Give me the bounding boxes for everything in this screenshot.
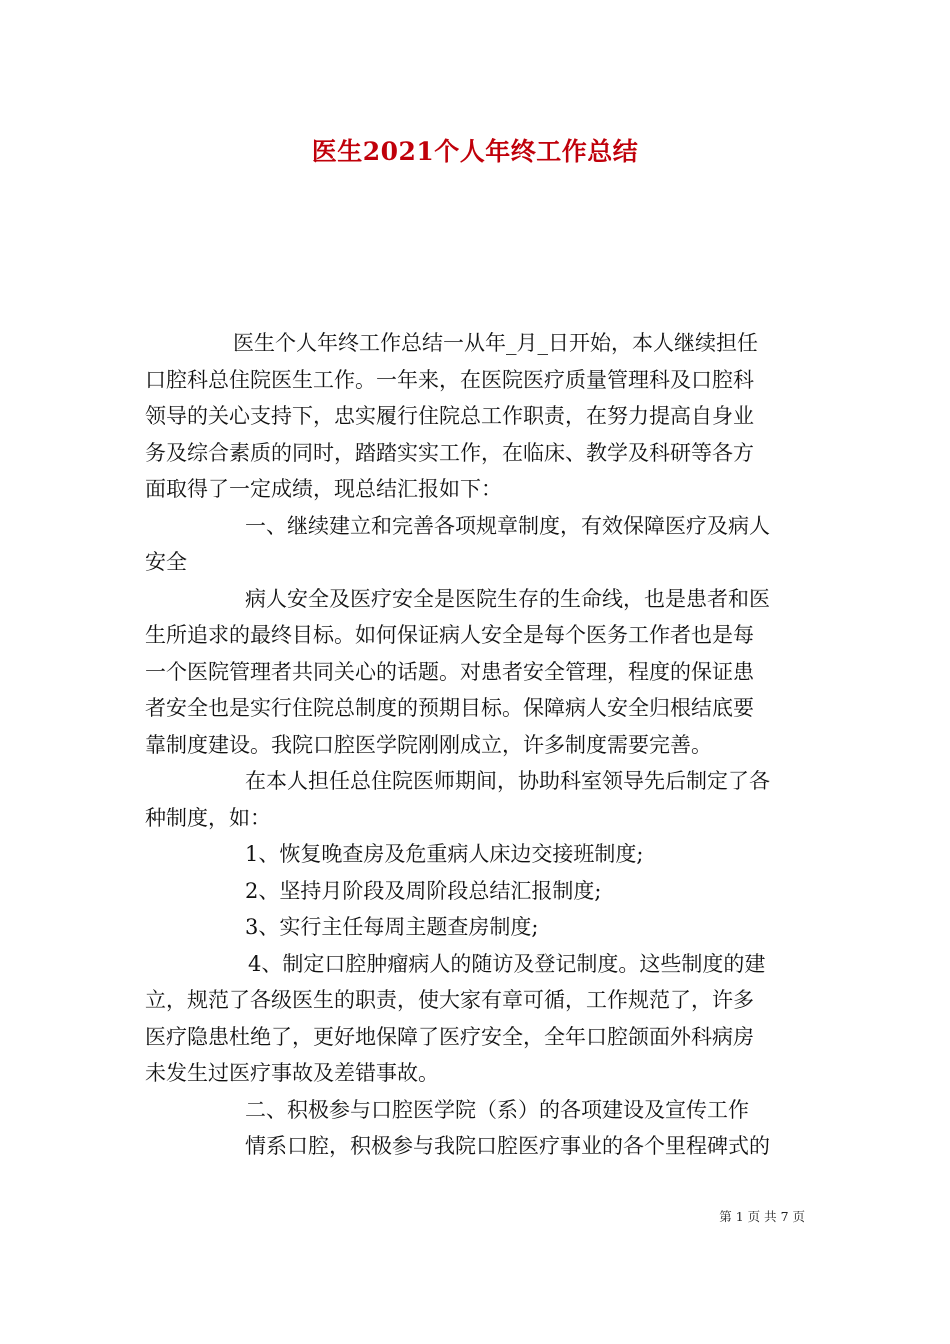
paragraph-line: 口腔科总住院医生工作。一年来，在医院医疗质量管理科及口腔科: [145, 367, 754, 392]
paragraph-line: 种制度，如：: [145, 805, 271, 830]
section-heading-line: 一、继续建立和完善各项规章制度，有效保障医疗及病人: [245, 513, 770, 538]
list-item: 4、制定口腔肿瘤病人的随访及登记制度。这些制度的建: [248, 951, 766, 976]
list-item: 2、坚持月阶段及周阶段总结汇报制度;: [245, 878, 602, 903]
document-title: 医生2021个人年终工作总结: [311, 137, 639, 166]
paragraph-line: 未发生过医疗事故及差错事故。: [145, 1061, 439, 1085]
paragraph-line: 在本人担任总住院医师期间，协助科室领导先后制定了各: [245, 769, 770, 793]
paragraph-line: 立，规范了各级医生的职责，使大家有章可循，工作规范了，许多: [145, 988, 754, 1012]
paragraph-line: 务及综合素质的同时，踏踏实实工作，在临床、教学及科研等各方: [145, 440, 754, 465]
paragraph-line: 者安全也是实行住院总制度的预期目标。保障病人安全归根结底要: [145, 696, 754, 720]
document-body: [145, 325, 810, 1165]
section-heading-line: 二、积极参与口腔医学院（系）的各项建设及宣传工作: [245, 1097, 749, 1122]
paragraph-line: 一个医院管理者共同关心的话题。对患者安全管理，程度的保证患: [145, 659, 754, 684]
paragraph-line: 面取得了一定成绩，现总结汇报如下：: [145, 477, 502, 501]
paragraph-line: 情系口腔，积极参与我院口腔医疗事业的各个里程碑式的: [245, 1134, 770, 1158]
paragraph-line: 病人安全及医疗安全是医院生存的生命线，也是患者和医: [245, 586, 770, 611]
list-item: 1、恢复晚查房及危重病人床边交接班制度;: [245, 842, 644, 866]
paragraph-line: 靠制度建设。我院口腔医学院刚刚成立，许多制度需要完善。: [145, 732, 712, 757]
list-item: 3、实行主任每周主题查房制度;: [245, 915, 539, 939]
paragraph-line: 医疗隐患杜绝了，更好地保障了医疗安全，全年口腔颌面外科病房: [145, 1024, 754, 1049]
page-number-footer: 第 1 页 共 7 页: [719, 1209, 805, 1224]
paragraph-line: 生所追求的最终目标。如何保证病人安全是每个医务工作者也是每: [145, 623, 754, 647]
paragraph-line: 医生个人年终工作总结一从年_月_日开始，本人继续担任: [233, 331, 758, 355]
paragraph-line: 领导的关心支持下，忠实履行住院总工作职责，在努力提高自身业: [145, 404, 754, 428]
section-heading-line: 安全: [145, 550, 187, 574]
